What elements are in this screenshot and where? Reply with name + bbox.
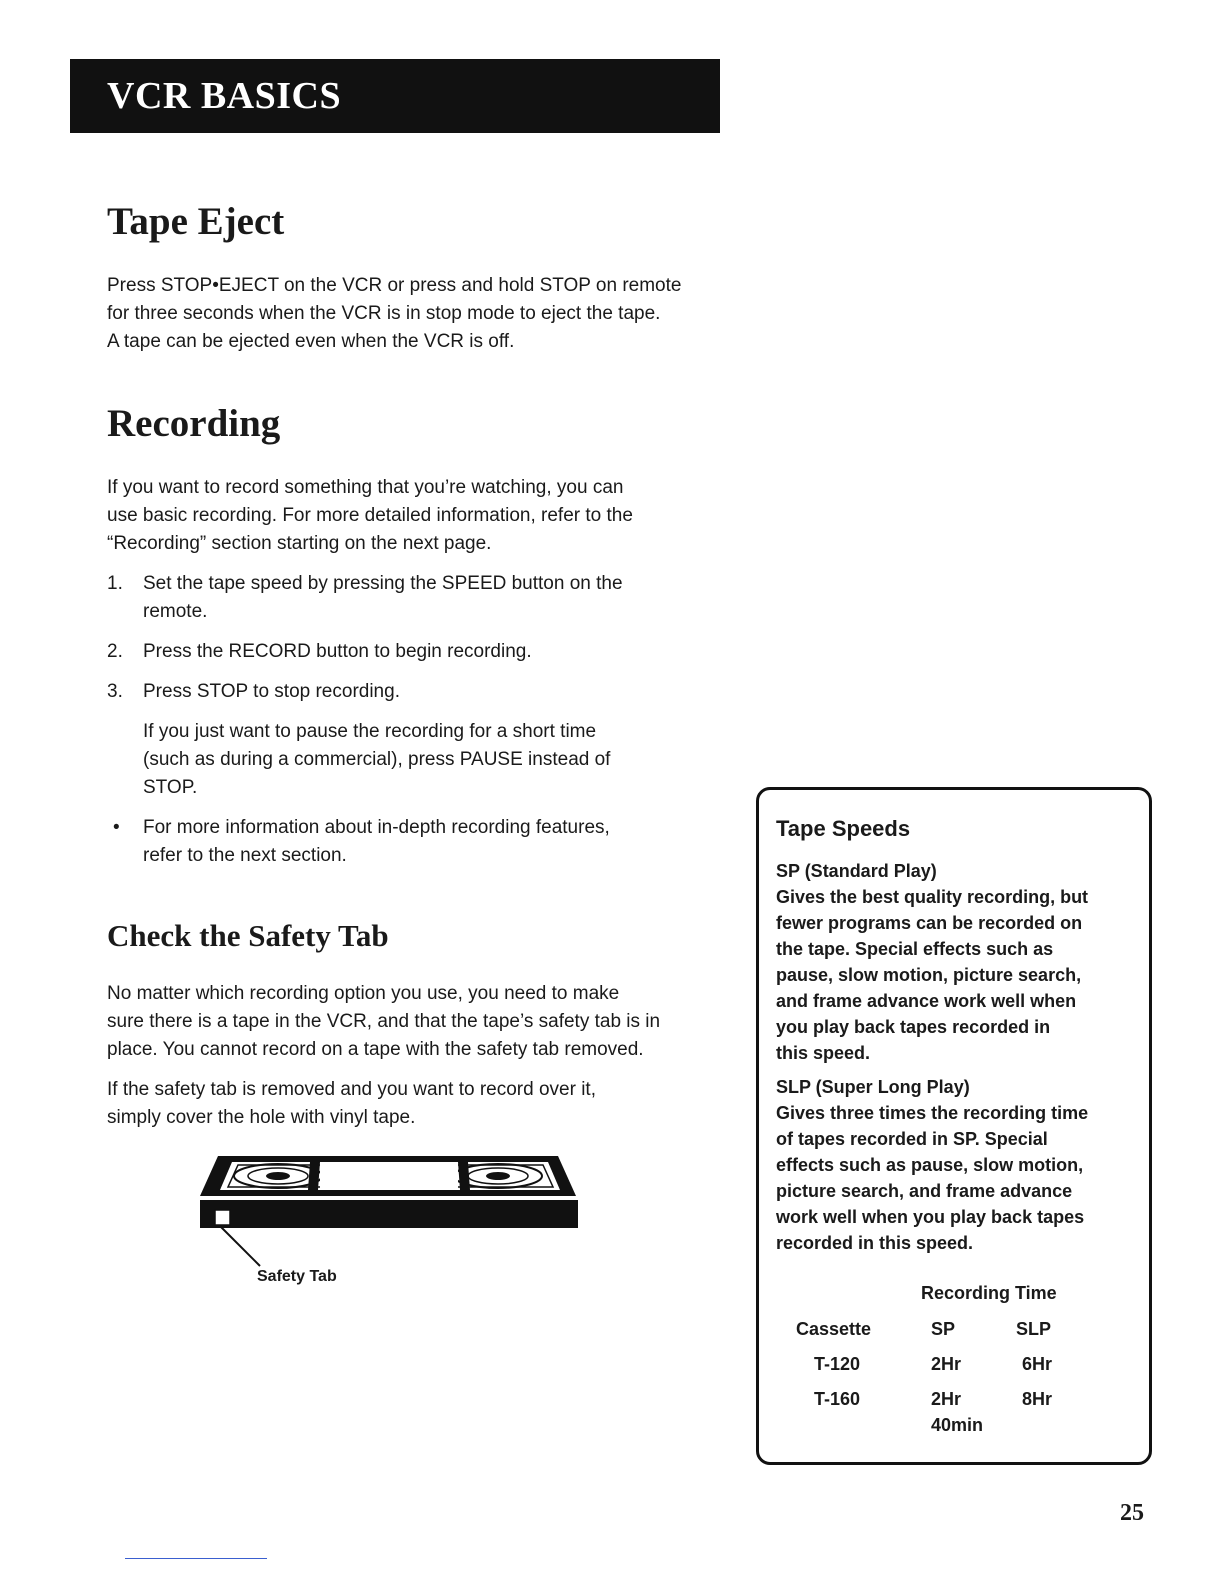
tape-eject-heading: Tape Eject (107, 200, 285, 243)
text-line: the tape. Special effects such as (776, 939, 1054, 959)
table-cell-cassette: T-120 (814, 1354, 861, 1374)
table-cell-sp: 2Hr (931, 1354, 962, 1374)
safety-tab-paragraph-2 (107, 1076, 727, 1132)
text-line: of tapes recorded in SP. Special (776, 1129, 1048, 1149)
step-marker: 2. (107, 641, 123, 662)
text-line: Press the RECORD button to begin recording. (143, 641, 532, 662)
text-line: A tape can be ejected even when the VCR is off. (107, 331, 515, 352)
text-line: for three seconds when the VCR is in stop mode to eject the tape. (107, 303, 661, 324)
text-line: For more information about in-depth recording features, (143, 817, 610, 838)
text-line: effects such as pause, slow motion, (776, 1155, 1084, 1175)
section-banner: VCR BASICS (70, 59, 720, 133)
page-number: 25 (1120, 1500, 1144, 1526)
safety-tab-paragraph-1 (107, 980, 727, 1064)
table-header-sp: SP (931, 1319, 956, 1339)
table-cell-cassette: T-160 (814, 1389, 861, 1409)
recording-heading: Recording (107, 402, 281, 445)
tape-eject-paragraph (107, 272, 727, 356)
step-marker: 1. (107, 573, 123, 594)
slp-heading: SLP (Super Long Play) (776, 1077, 970, 1097)
text-line: remote. (143, 601, 208, 622)
text-line: you play back tapes recorded in (776, 1017, 1051, 1037)
text-line: “Recording” section starting on the next page. (107, 533, 492, 554)
text-line: place. You cannot record on a tape with the safety tab removed. (107, 1039, 644, 1060)
safety-tab-label: Safety Tab (257, 1268, 337, 1285)
text-line: If you want to record something that you’re watching, you can (107, 477, 624, 498)
text-line: refer to the next section. (143, 845, 347, 866)
safety-tab-heading: Check the Safety Tab (107, 918, 389, 953)
text-line: STOP. (143, 777, 198, 798)
text-line: recorded in this speed. (776, 1233, 974, 1253)
sidebar-title: Tape Speeds (776, 816, 911, 841)
text-line: use basic recording. For more detailed information, refer to the (107, 505, 633, 526)
sp-heading: SP (Standard Play) (776, 861, 937, 881)
text-line: If the safety tab is removed and you want to record over it, (107, 1079, 596, 1100)
text-line: picture search, and frame advance (776, 1181, 1073, 1201)
recording-intro (107, 474, 727, 558)
vhs-cassette-illustration (198, 1152, 580, 1232)
step-marker: 3. (107, 681, 123, 702)
table-header-cassette: Cassette (796, 1319, 872, 1339)
text-line: pause, slow motion, picture search, (776, 965, 1082, 985)
text-line: simply cover the hole with vinyl tape. (107, 1107, 416, 1128)
footer-rule (125, 1558, 267, 1559)
text-line: No matter which recording option you use, you need to make (107, 983, 620, 1004)
sp-section (776, 858, 1136, 1066)
table-cell-slp: 6Hr (1022, 1354, 1053, 1374)
text-line: sure there is a tape in the VCR, and that the tape’s safety tab is in (107, 1011, 661, 1032)
text-line: Gives three times the recording time (776, 1103, 1089, 1123)
text-line: (such as during a commercial), press PAUSE instead of (143, 749, 611, 770)
table-cell-sp: 2Hr 40min (931, 1389, 984, 1435)
text-line: Press STOP•EJECT on the VCR or press and hold STOP on remote (107, 275, 682, 296)
text-line: Gives the best quality recording, but (776, 887, 1089, 907)
text-line: Set the tape speed by pressing the SPEED button on the (143, 573, 623, 594)
pause-note (143, 718, 703, 802)
table-header-slp: SLP (1016, 1319, 1052, 1339)
text-line: this speed. (776, 1043, 871, 1063)
tape-speeds-sidebar (756, 787, 1152, 1465)
bullet-marker: • (113, 817, 120, 838)
table-group-header: Recording Time (921, 1283, 1057, 1303)
text-line: If you just want to pause the recording for a short time (143, 721, 597, 742)
table-cell-slp: 8Hr (1022, 1389, 1053, 1409)
text-line: work well when you play back tapes (776, 1207, 1085, 1227)
text-line: and frame advance work well when (776, 991, 1077, 1011)
slp-section (776, 1074, 1136, 1256)
text-line: fewer programs can be recorded on (776, 913, 1083, 933)
text-line: Press STOP to stop recording. (143, 681, 400, 702)
safety-tab-pointer-line (216, 1222, 266, 1272)
